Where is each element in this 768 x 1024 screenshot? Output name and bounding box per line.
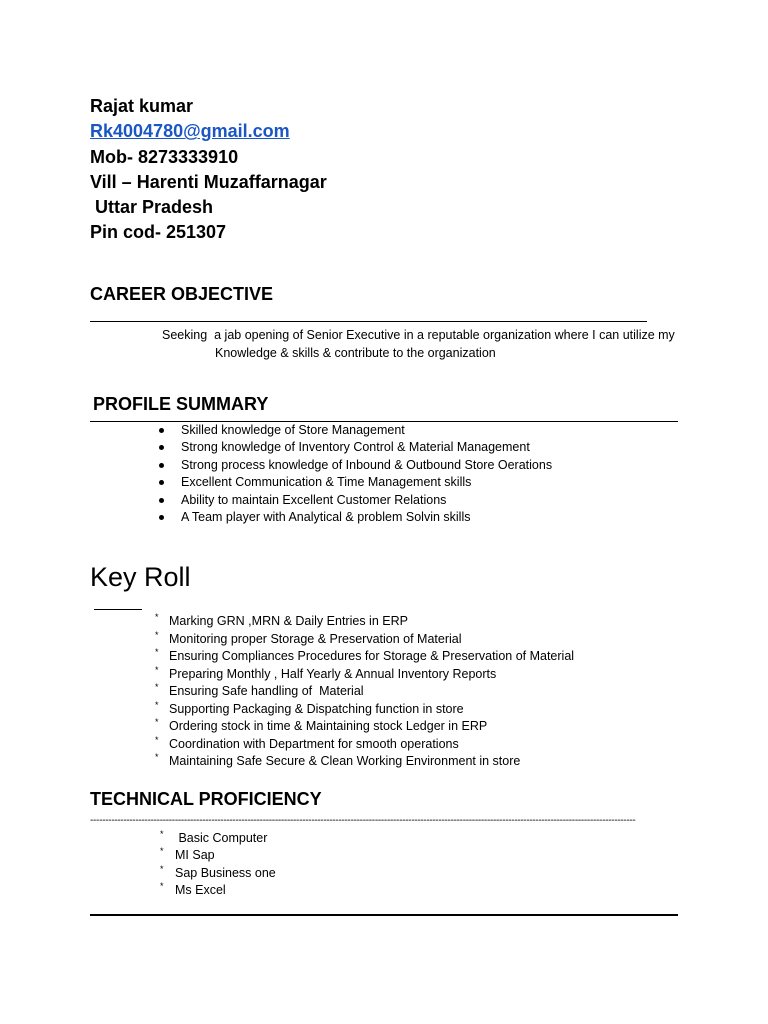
career-objective-line-2: Knowledge & skills & contribute to the organization: [215, 345, 496, 360]
list-item: [158, 457, 552, 474]
email-link[interactable]: Rk4004780@gmail.com: [90, 121, 290, 142]
contact-block: [90, 94, 327, 246]
list-item: [158, 474, 552, 491]
career-objective-heading: CAREER OBJECTIVE: [90, 284, 274, 304]
list-item-text: Marking GRN ,MRN & Daily Entries in ERP: [169, 614, 408, 628]
technical-proficiency-heading: TECHNICAL PROFICIENCY: [90, 789, 322, 809]
list-item: [155, 718, 574, 736]
list-item: [158, 492, 552, 509]
list-item-text: Strong knowledge of Inventory Control & Material Management: [181, 440, 530, 455]
technical-proficiency-divider: ------------------------------------------------------------------------------------------------------------------------------------------------------------------------------------: [90, 816, 636, 826]
profile-summary-list: [158, 422, 552, 526]
list-item: [160, 865, 276, 882]
list-item: [158, 509, 552, 526]
list-item-text: Excellent Communication & Time Management skills: [181, 475, 472, 490]
asterisk-bullet-icon: *: [155, 717, 159, 727]
asterisk-bullet-icon: *: [155, 734, 159, 745]
bullet-dot-icon: [159, 480, 164, 485]
asterisk-bullet-icon: *: [160, 829, 164, 839]
career-objective-divider: [90, 321, 647, 322]
profile-summary-heading: PROFILE SUMMARY: [93, 394, 269, 414]
asterisk-bullet-icon: *: [155, 629, 159, 640]
pin-code: Pin cod- 251307: [90, 222, 227, 243]
list-item-text: Supporting Packaging & Dispatching function in store: [169, 701, 464, 716]
list-item: [155, 666, 574, 684]
asterisk-bullet-icon: *: [160, 846, 164, 857]
list-item: [160, 882, 276, 899]
bullet-dot-icon: [159, 463, 164, 468]
asterisk-bullet-icon: *: [155, 699, 159, 710]
asterisk-bullet-icon: *: [155, 647, 159, 657]
list-item-text: Basic Computer: [175, 831, 268, 845]
asterisk-bullet-icon: *: [160, 880, 164, 891]
list-item-text: Ms Excel: [175, 882, 226, 897]
bullet-dot-icon: [159, 428, 164, 433]
list-item: [155, 631, 574, 649]
candidate-name: Rajat kumar: [90, 96, 194, 116]
list-item-text: Strong process knowledge of Inbound & Outbound Store Oerations: [181, 457, 553, 472]
key-roll-divider: [94, 609, 142, 610]
state-address: Uttar Pradesh: [90, 197, 214, 218]
list-item: [160, 847, 276, 864]
career-objective-line-1: Seeking a jab opening of Senior Executive in a reputable organization where I can utilize my: [162, 328, 675, 342]
list-item-text: Ensuring Compliances Procedures for Storage & Preservation of Material: [169, 649, 575, 663]
list-item: [155, 736, 574, 754]
bullet-dot-icon: [159, 498, 164, 503]
list-item: [155, 701, 574, 719]
bottom-divider: [90, 914, 678, 916]
mobile-number: Mob- 8273333910: [90, 146, 239, 167]
asterisk-bullet-icon: *: [160, 863, 164, 874]
list-item-text: Monitoring proper Storage & Preservation of Material: [169, 631, 462, 646]
bullet-dot-icon: [159, 445, 164, 450]
list-item-text: Preparing Monthly , Half Yearly & Annual Inventory Reports: [169, 666, 497, 681]
list-item: [155, 613, 574, 631]
asterisk-bullet-icon: *: [155, 664, 159, 675]
list-item-text: MI Sap: [175, 848, 215, 863]
list-item: [155, 683, 574, 701]
list-item-text: Ordering stock in time & Maintaining stock Ledger in ERP: [169, 719, 488, 733]
list-item-text: Maintaining Safe Secure & Clean Working Environment in store: [169, 754, 521, 768]
asterisk-bullet-icon: *: [155, 682, 159, 692]
list-item-text: Ability to maintain Excellent Customer Relations: [181, 492, 447, 507]
bullet-dot-icon: [159, 515, 164, 520]
list-item-text: Sap Business one: [175, 865, 276, 880]
list-item: [155, 753, 574, 771]
list-item: [158, 439, 552, 456]
list-item-text: Ensuring Safe handling of Material: [169, 684, 364, 698]
asterisk-bullet-icon: *: [155, 752, 159, 762]
list-item-text: Skilled knowledge of Store Management: [181, 423, 405, 437]
list-item-text: A Team player with Analytical & problem Solvin skills: [181, 510, 471, 525]
key-roll-list: [155, 613, 574, 771]
list-item: [155, 648, 574, 666]
village-address: Vill – Harenti Muzaffarnagar: [90, 171, 327, 192]
list-item: [160, 830, 276, 847]
list-item: [158, 422, 552, 439]
technical-proficiency-list: [160, 830, 276, 899]
list-item-text: Coordination with Department for smooth operations: [169, 736, 459, 751]
key-roll-heading: Key Roll: [90, 562, 191, 592]
asterisk-bullet-icon: *: [155, 612, 159, 622]
career-objective-text: [162, 327, 702, 362]
